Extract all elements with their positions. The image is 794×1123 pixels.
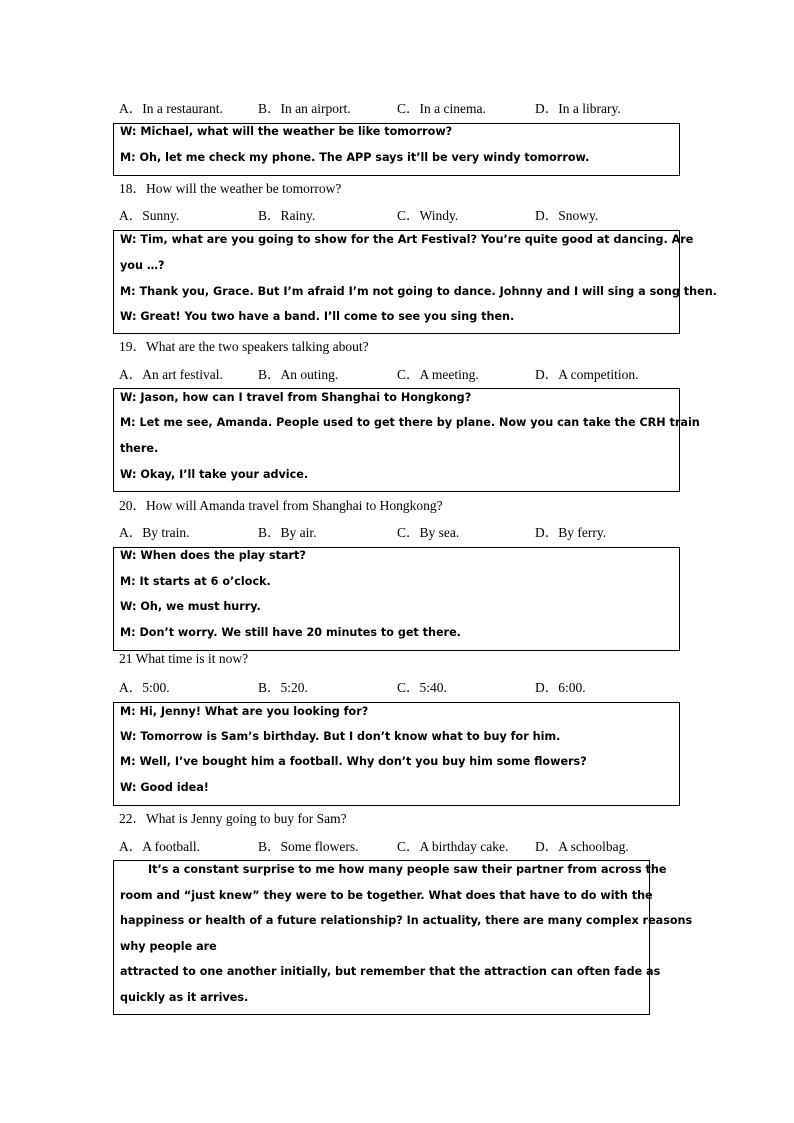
question-19: 19．What are the two speakers talking about? <box>119 339 369 354</box>
reading-passage-box <box>113 860 693 1015</box>
q20-option-c: C．By sea. <box>397 525 460 540</box>
dialog-line: W: Good idea! <box>120 781 209 794</box>
q22-option-c: C．A birthday cake. <box>397 839 509 854</box>
dialog-box-18 <box>113 123 680 176</box>
q22-options <box>119 835 679 855</box>
q21-option-a: A．5:00. <box>119 680 170 695</box>
q18-option-a: A．Sunny. <box>119 208 180 223</box>
passage-line: It’s a constant surprise to me how many people saw their partner from across the <box>148 863 667 876</box>
dialog-box-22 <box>113 702 680 806</box>
q17-option-b: B．In an airport. <box>258 101 351 116</box>
q18-option-c: C．Windy. <box>397 208 459 223</box>
q19-option-b: B．An outing. <box>258 367 339 382</box>
dialog-line: M: It starts at 6 o’clock. <box>120 575 271 588</box>
dialog-line: W: Great! You two have a band. I’ll come to see you sing then. <box>120 310 515 323</box>
q21-option-d: D．6:00. <box>535 680 586 695</box>
passage-line: why people are <box>120 940 217 953</box>
question-20: 20．How will Amanda travel from Shanghai to Hongkong? <box>119 498 443 513</box>
q20-option-a: A．By train. <box>119 525 190 540</box>
passage-line: attracted to one another initially, but remember that the attraction can often fade as <box>120 965 661 978</box>
passage-line: room and “just knew” they were to be together. What does that have to do with the <box>120 889 653 902</box>
dialog-line: M: Let me see, Amanda. People used to get there by plane. Now you can take the CRH train <box>120 416 700 429</box>
q19-option-c: C．A meeting. <box>397 367 479 382</box>
q18-options <box>119 204 679 224</box>
dialog-line: M: Hi, Jenny! What are you looking for? <box>120 705 369 718</box>
question-21: 21 What time is it now? <box>119 651 249 666</box>
question-22: 22．What is Jenny going to buy for Sam? <box>119 811 347 826</box>
q21-options <box>119 676 679 696</box>
q19-option-d: D．A competition. <box>535 367 639 382</box>
dialog-line: W: Jason, how can I travel from Shanghai to Hongkong? <box>120 391 472 404</box>
dialog-line: W: Oh, we must hurry. <box>120 600 261 613</box>
q21-option-c: C．5:40. <box>397 680 447 695</box>
dialog-line: M: Well, I’ve bought him a football. Why don’t you buy him some flowers? <box>120 755 587 768</box>
q17-options <box>119 97 679 117</box>
dialog-box-19 <box>113 230 717 334</box>
q18-option-b: B．Rainy. <box>258 208 316 223</box>
dialog-line: M: Thank you, Grace. But I’m afraid I’m not going to dance. Johnny and I will sing a song then. <box>120 285 717 298</box>
dialog-line: W: Tomorrow is Sam’s birthday. But I don’t know what to buy for him. <box>120 730 561 743</box>
q18-option-d: D．Snowy. <box>535 208 599 223</box>
q17-option-c: C．In a cinema. <box>397 101 486 116</box>
passage-line: quickly as it arrives. <box>120 991 249 1004</box>
q20-option-b: B．By air. <box>258 525 317 540</box>
q17-option-d: D．In a library. <box>535 101 621 116</box>
q22-option-a: A．A football. <box>119 839 200 854</box>
q22-option-b: B．Some flowers. <box>258 839 359 854</box>
question-18: 18．How will the weather be tomorrow? <box>119 181 342 196</box>
q22-option-d: D．A schoolbag. <box>535 839 629 854</box>
dialog-line: M: Don’t worry. We still have 20 minutes to get there. <box>120 626 461 639</box>
q21-option-b: B．5:20. <box>258 680 308 695</box>
q20-option-d: D．By ferry. <box>535 525 607 540</box>
q20-options <box>119 521 679 541</box>
dialog-box-21 <box>113 547 680 651</box>
q19-option-a: A．An art festival. <box>119 367 223 382</box>
dialog-line: you …? <box>120 259 165 272</box>
dialog-line: W: When does the play start? <box>120 549 306 562</box>
q19-options <box>119 363 679 383</box>
dialog-line: there. <box>120 442 159 455</box>
dialog-line: W: Tim, what are you going to show for the Art Festival? You’re quite good at dancing. Are <box>120 233 694 246</box>
dialog-line: W: Okay, I’ll take your advice. <box>120 468 309 481</box>
q17-option-a: A．In a restaurant. <box>119 101 223 116</box>
dialog-line: M: Oh, let me check my phone. The APP says it’ll be very windy tomorrow. <box>120 151 590 164</box>
dialog-line: W: Michael, what will the weather be like tomorrow? <box>120 125 453 138</box>
dialog-box-20 <box>113 388 700 492</box>
passage-line: happiness or health of a future relationship? In actuality, there are many complex reasons <box>120 914 693 927</box>
